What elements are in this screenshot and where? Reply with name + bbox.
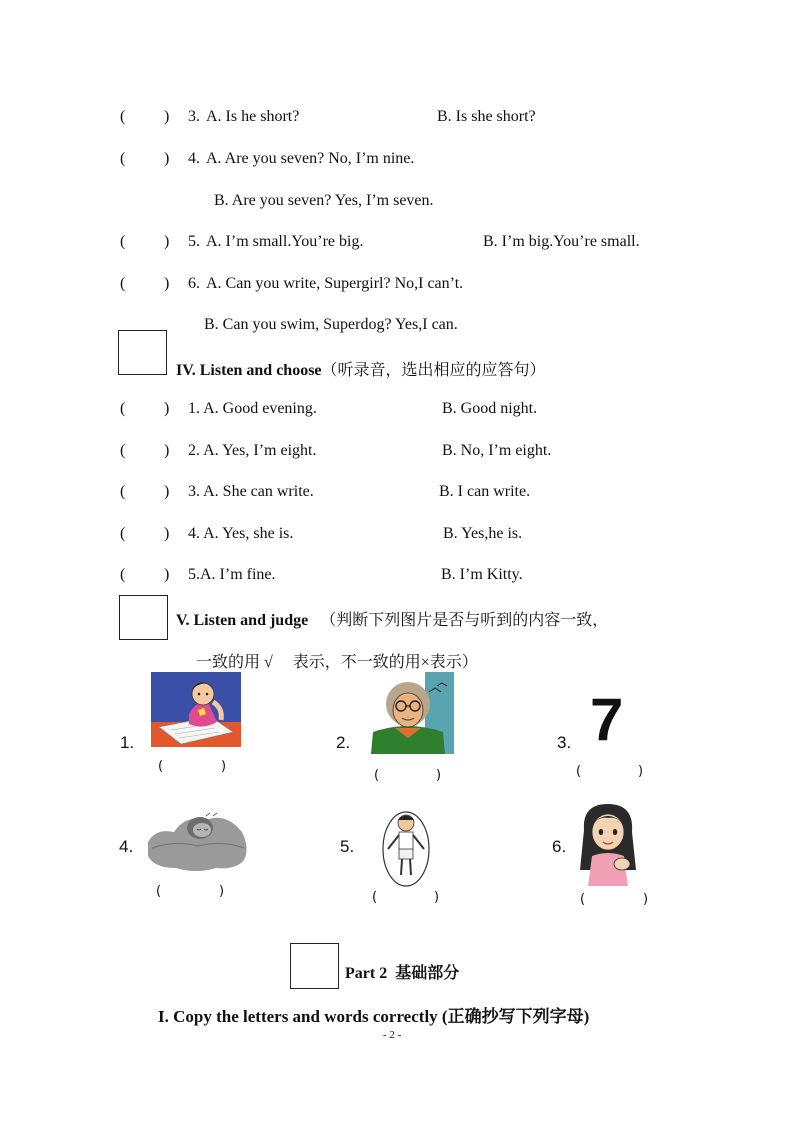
option-b: B. Yes,he is. [443, 525, 523, 542]
answer-bracket-close: ) [219, 884, 225, 899]
section-heading [176, 357, 546, 380]
girl-picture [570, 800, 646, 886]
item-number: 1. [120, 733, 135, 752]
answer-bracket-close: ) [164, 108, 170, 125]
answer-bracket-open: ( [120, 233, 126, 250]
boy-jumping-rope-picture [380, 805, 432, 887]
answer-bracket-close: ) [164, 233, 170, 250]
section-heading [176, 607, 608, 630]
answer-bracket-close: ) [164, 400, 170, 417]
answer-bracket-open: ( [120, 525, 126, 542]
option-b: B. Is she short? [437, 108, 536, 125]
answer-bracket-open: ( [580, 892, 586, 907]
answer-bracket-close: ) [164, 275, 170, 292]
question-number: 6. [188, 275, 200, 292]
page-number: - 2 - [383, 1029, 402, 1041]
answer-bracket-close: ) [164, 566, 170, 583]
answer-bracket-close: ) [638, 764, 644, 779]
item-number: 3. [557, 733, 572, 752]
item-number: 6. [552, 837, 567, 856]
answer-bracket-close: ) [221, 759, 227, 774]
question-number: 3. [188, 108, 200, 125]
answer-bracket-open: ( [120, 483, 126, 500]
section-heading-text: IV. Listen and choose [176, 362, 322, 379]
answer-bracket-open: ( [120, 108, 126, 125]
part-label-cn: 基础部分 [395, 965, 460, 982]
score-box[interactable] [290, 943, 339, 989]
option-b: B. I’m Kitty. [441, 566, 523, 583]
part-heading [345, 960, 459, 983]
section-heading-cn: （判断下列图片是否与听到的内容一致， [320, 612, 609, 629]
item-number: 5. [340, 837, 355, 856]
option-a: 3. A. She can write. [188, 483, 314, 500]
answer-bracket-open: ( [374, 768, 380, 783]
answer-bracket-open: ( [372, 890, 378, 905]
option-a: 4. A. Yes, she is. [188, 525, 294, 542]
sleeping-child-picture [146, 808, 250, 874]
number-seven-picture: 7 [590, 686, 624, 753]
answer-bracket-open: ( [158, 759, 164, 774]
answer-bracket-open: ( [576, 764, 582, 779]
option-a: 5.A. I’m fine. [188, 566, 276, 583]
answer-bracket-open: ( [120, 150, 126, 167]
option-b: B. Can you swim, Superdog? Yes,I can. [204, 316, 458, 333]
question-number: 4. [188, 150, 200, 167]
answer-bracket-open: ( [120, 400, 126, 417]
score-box[interactable] [119, 595, 168, 640]
section-heading-cn-line2: 一致的用 √ 表示，不一致的用×表示） [196, 654, 478, 671]
answer-bracket-close: ) [164, 483, 170, 500]
answer-bracket-close: ) [434, 890, 440, 905]
option-a: A. Is he short? [206, 108, 300, 125]
section-heading-cn: （听录音，选出相应的应答句） [321, 362, 546, 379]
section-heading-text: I. Copy the letters and words correctly ( [158, 1007, 448, 1026]
answer-bracket-close: ) [436, 768, 442, 783]
answer-bracket-open: ( [120, 566, 126, 583]
option-a: A. I’m small.You’re big. [206, 233, 364, 250]
option-b: B. I’m big.You’re small. [483, 233, 640, 250]
section-heading [158, 1002, 589, 1027]
option-b: B. No, I’m eight. [442, 442, 552, 459]
part-label: Part 2 [345, 965, 388, 982]
grandma-picture [363, 672, 454, 754]
item-number: 2. [336, 733, 351, 752]
option-b: B. I can write. [439, 483, 531, 500]
section-heading-end: ) [583, 1007, 590, 1026]
option-a: 1. A. Good evening. [188, 400, 317, 417]
answer-bracket-open: ( [156, 884, 162, 899]
section-heading-text: V. Listen and judge [176, 612, 309, 629]
answer-bracket-close: ) [164, 442, 170, 459]
option-a: 2. A. Yes, I’m eight. [188, 442, 317, 459]
answer-bracket-open: ( [120, 275, 126, 292]
score-box[interactable] [118, 330, 167, 375]
answer-bracket-close: ) [164, 525, 170, 542]
question-number: 5. [188, 233, 200, 250]
answer-bracket-close: ) [643, 892, 649, 907]
option-b: B. Are you seven? Yes, I’m seven. [214, 192, 434, 209]
answer-bracket-close: ) [164, 150, 170, 167]
section-heading-cn: 正确抄写下列字母 [447, 1007, 584, 1026]
option-a: A. Are you seven? No, I’m nine. [206, 150, 415, 167]
item-number: 4. [119, 837, 134, 856]
answer-bracket-open: ( [120, 442, 126, 459]
option-a: A. Can you write, Supergirl? No,I can’t. [206, 275, 464, 292]
option-b: B. Good night. [442, 400, 538, 417]
girl-writing-picture [151, 672, 241, 747]
